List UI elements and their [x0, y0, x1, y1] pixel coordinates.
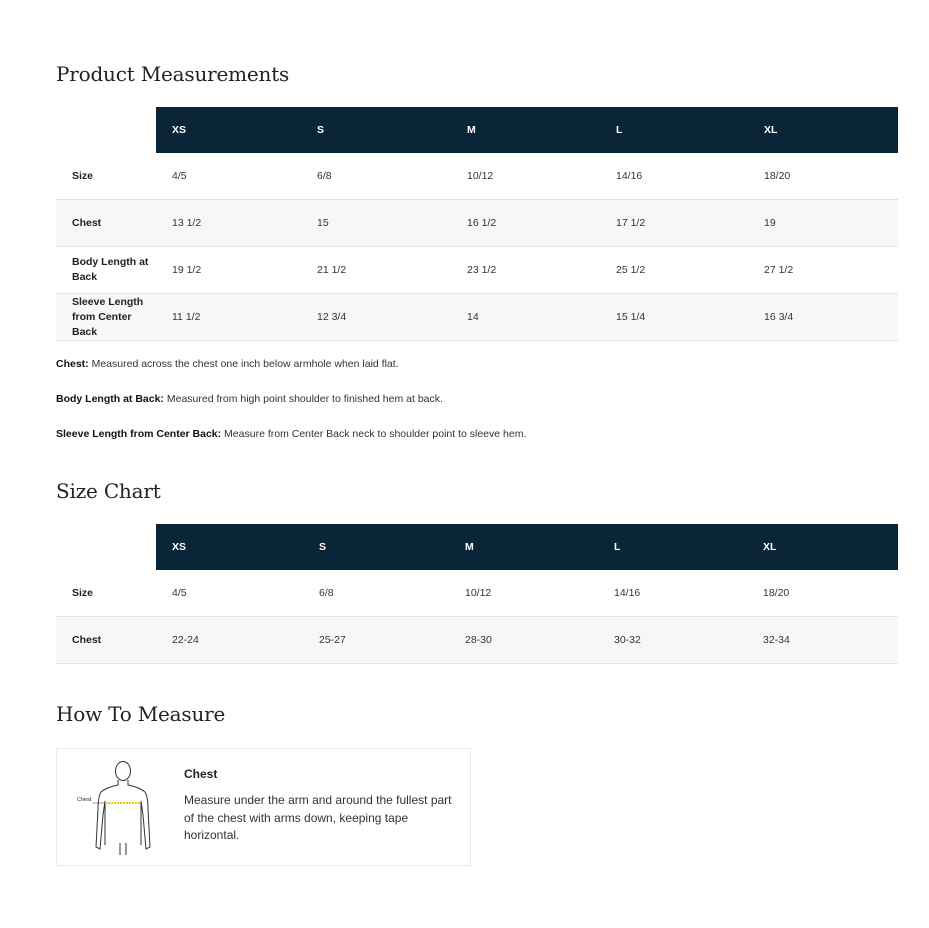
row-label: Size	[56, 570, 156, 617]
table-cell: 14	[451, 294, 600, 341]
torso-sides	[105, 801, 141, 845]
head-shape	[116, 762, 131, 781]
chest-measure-card	[56, 748, 471, 866]
row-label: Size	[56, 153, 156, 200]
table-cell: 10/12	[451, 153, 600, 200]
card-title: Chest	[184, 767, 218, 781]
table-cell: 6/8	[301, 153, 451, 200]
how-to-measure-title: How To Measure	[56, 702, 226, 726]
sleeve-length-note	[56, 428, 526, 440]
table-cell: 32-34	[747, 617, 898, 664]
table-cell: 16 3/4	[748, 294, 898, 341]
illustration-chest-label: Chest	[77, 797, 92, 803]
note-text: Measure from Center Back neck to shoulder point to sleeve hem.	[221, 428, 527, 440]
table-cell: 12 3/4	[301, 294, 451, 341]
column-header: XL	[747, 524, 898, 570]
body-length-note	[56, 393, 443, 405]
table-cell: 14/16	[600, 153, 748, 200]
table-cell: 25-27	[303, 617, 449, 664]
left-body-outline	[96, 780, 118, 849]
row-label: Sleeve Length from Center Back	[56, 294, 156, 341]
table-cell: 30-32	[598, 617, 747, 664]
table-cell: 16 1/2	[451, 200, 600, 247]
table-cell: 27 1/2	[748, 247, 898, 294]
table-row	[56, 294, 898, 341]
table-cell: 13 1/2	[156, 200, 301, 247]
table-row	[56, 153, 898, 200]
note-term: Body Length at Back:	[56, 393, 164, 405]
table-cell: 11 1/2	[156, 294, 301, 341]
header-blank-cell	[56, 524, 156, 570]
row-label: Chest	[56, 200, 156, 247]
column-header: XS	[156, 524, 303, 570]
column-header: M	[449, 524, 598, 570]
column-header: L	[598, 524, 747, 570]
table-cell: 23 1/2	[451, 247, 600, 294]
product-measurements-title: Product Measurements	[56, 62, 290, 86]
size-chart-title: Size Chart	[56, 479, 161, 503]
card-description: Measure under the arm and around the fullest part of the chest with arms down, keeping tape horizontal.	[184, 793, 452, 842]
row-label: Body Length at Back	[56, 247, 156, 294]
table-cell: 21 1/2	[301, 247, 451, 294]
column-header: S	[301, 107, 451, 153]
table-cell: 4/5	[156, 153, 301, 200]
table-row	[56, 200, 898, 247]
chest-note	[56, 358, 399, 370]
row-label: Chest	[56, 617, 156, 664]
leg-lines	[120, 843, 126, 855]
table-header-row	[56, 107, 898, 153]
table-row	[56, 247, 898, 294]
body-outline-illustration	[71, 757, 171, 857]
table-cell: 28-30	[449, 617, 598, 664]
note-term: Sleeve Length from Center Back:	[56, 428, 222, 440]
table-cell: 10/12	[449, 570, 598, 617]
table-cell: 19	[748, 200, 898, 247]
note-term: Chest:	[56, 358, 89, 370]
table-cell: 17 1/2	[600, 200, 748, 247]
table-cell: 22-24	[156, 617, 303, 664]
header-blank-cell	[56, 107, 156, 153]
table-row	[56, 617, 898, 664]
note-text: Measured from high point shoulder to finished hem at back.	[163, 393, 443, 405]
size-chart-table	[56, 524, 898, 664]
right-body-outline	[128, 780, 150, 849]
column-header: XS	[156, 107, 301, 153]
table-cell: 6/8	[303, 570, 449, 617]
table-cell: 4/5	[156, 570, 303, 617]
table-header-row	[56, 524, 898, 570]
column-header: M	[451, 107, 600, 153]
table-cell: 18/20	[747, 570, 898, 617]
note-text: Measured across the chest one inch below armhole when laid flat.	[88, 358, 399, 370]
table-cell: 14/16	[598, 570, 747, 617]
column-header: S	[303, 524, 449, 570]
table-cell: 19 1/2	[156, 247, 301, 294]
table-cell: 25 1/2	[600, 247, 748, 294]
column-header: XL	[748, 107, 898, 153]
product-measurements-table	[56, 107, 898, 341]
table-cell: 15 1/4	[600, 294, 748, 341]
column-header: L	[600, 107, 748, 153]
table-cell: 18/20	[748, 153, 898, 200]
table-cell: 15	[301, 200, 451, 247]
table-row	[56, 570, 898, 617]
